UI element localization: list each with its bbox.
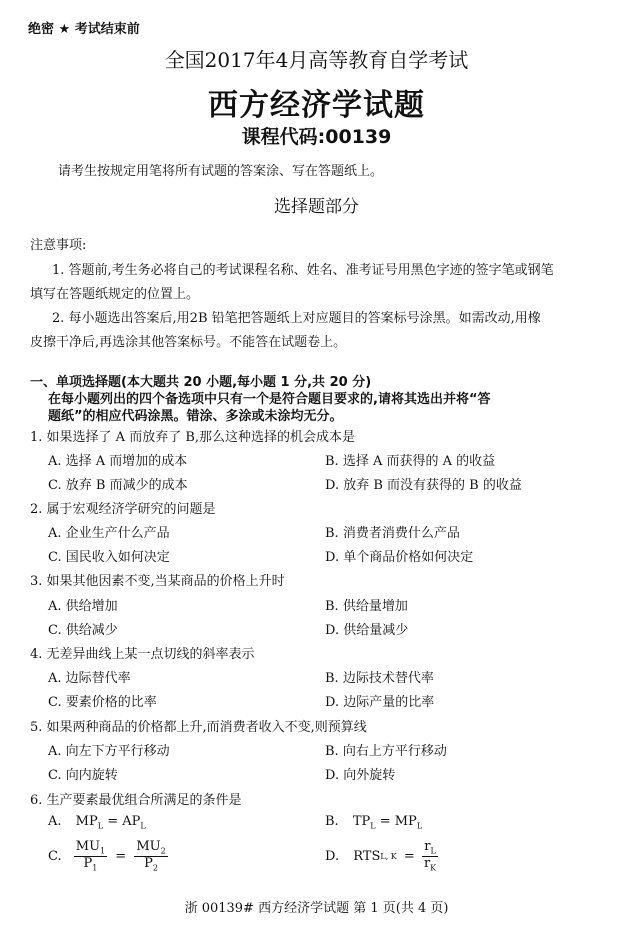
formula-subscript: L	[140, 821, 146, 831]
question-2-option-b: B. 消费者消费什么产品	[325, 526, 460, 541]
formula-term: AP	[122, 814, 141, 829]
question-6-option-c	[48, 840, 168, 873]
option-letter: D.	[325, 848, 340, 864]
formula-subscript: 1	[100, 846, 106, 856]
question-5-option-b: B. 向右上方平行移动	[325, 744, 447, 759]
formula-subscript: L, K	[380, 851, 397, 861]
question-6-option-b	[325, 814, 422, 831]
formula-term: MP	[394, 814, 417, 829]
formula-subscript: L	[370, 821, 376, 831]
page-footer: 浙 00139# 西方经济学试题 第 1 页(共 4 页)	[184, 901, 449, 916]
part-1-desc-line-1: 在每小题列出的四个备选项中只有一个是符合题目要求的,请将其选出并将“答	[48, 392, 491, 407]
paper-title: 西方经济学试题	[208, 88, 425, 123]
formula-term: MP	[75, 814, 98, 829]
formula-term: TP	[352, 814, 371, 829]
question-2-stem: 2. 属于宏观经济学研究的问题是	[30, 502, 216, 517]
denominator: r	[423, 855, 431, 871]
part-1-title: 一、单项选择题(本大题共 20 小题,每小题 1 分,共 20 分)	[30, 375, 372, 390]
numerator: MU	[136, 839, 161, 854]
question-6-option-a	[48, 814, 146, 831]
question-3-option-c: C. 供给减少	[48, 623, 118, 638]
question-1-stem: 1. 如果选择了 A 而放弃了 B,那么这种选择的机会成本是	[30, 430, 356, 445]
question-2-option-c: C. 国民收入如何决定	[48, 550, 170, 565]
formula-equals: =	[403, 848, 415, 864]
option-letter: A.	[48, 814, 62, 829]
question-4-option-a: A. 边际替代率	[48, 671, 131, 686]
formula-equals: =	[115, 848, 127, 864]
note-2-line-2: 皮擦干净后,再选涂其他答案标号。不能答在试题卷上。	[30, 335, 347, 350]
formula-equals: =	[107, 814, 119, 829]
notes-title: 注意事项:	[30, 238, 87, 253]
question-6-option-d	[325, 840, 438, 873]
question-1-option-c: C. 放弃 B 而减少的成本	[48, 478, 188, 493]
formula-subscript: 2	[152, 863, 158, 873]
numerator: r	[424, 839, 431, 854]
question-1-option-a: A. 选择 A 而增加的成本	[48, 454, 188, 469]
question-2-option-d: D. 单个商品价格如何决定	[325, 550, 474, 565]
note-1-line-2: 填写在答题纸规定的位置上。	[30, 287, 200, 302]
course-code: 课程代码:00139	[241, 126, 392, 148]
question-1-option-b: B. 选择 A 而获得的 A 的收益	[325, 454, 496, 469]
confidential-mark: 绝密 ★ 考试结束前	[28, 22, 140, 37]
formula-subscript: L	[430, 846, 436, 856]
formula-a	[76, 814, 146, 829]
formula-term: RTS	[353, 848, 381, 864]
option-letter: C.	[48, 848, 62, 864]
formula-b	[353, 814, 422, 829]
formula-subscript: K	[430, 863, 437, 873]
fraction-mu2-p2	[134, 840, 167, 873]
formula-subscript: L	[97, 821, 104, 831]
question-4-option-c: C. 要素价格的比率	[48, 695, 157, 710]
denominator: P	[83, 855, 93, 871]
question-5-option-a: A. 向左下方平行移动	[48, 744, 170, 759]
question-3-option-d: D. 供给量减少	[325, 623, 409, 638]
question-4-stem: 4. 无差异曲线上某一点切线的斜率表示	[30, 647, 255, 662]
denominator: P	[144, 855, 153, 871]
numerator: MU	[75, 839, 101, 854]
fraction-rl-rk	[422, 840, 438, 873]
note-2-line-1: 2. 每小题选出答案后,用2B 铅笔把答题纸上对应题目的答案标号涂黑。如需改动,用橡	[52, 311, 541, 326]
question-3-option-b: B. 供给量增加	[325, 599, 408, 614]
fraction-mu1-p1	[74, 840, 107, 873]
question-5-option-d: D. 向外旋转	[325, 768, 396, 783]
general-instruction: 请考生按规定用笔将所有试题的答案涂、写在答题纸上。	[58, 164, 384, 179]
question-5-option-c: C. 向内旋转	[48, 768, 118, 783]
formula-subscript: 1	[92, 863, 98, 873]
question-3-option-a: A. 供给增加	[48, 599, 118, 614]
formula-subscript: 2	[160, 846, 166, 856]
formula-subscript: L	[416, 821, 423, 831]
question-3-stem: 3. 如果其他因素不变,当某商品的价格上升时	[30, 574, 285, 589]
exam-title: 全国2017年4月高等教育自学考试	[164, 48, 469, 72]
question-4-option-b: B. 边际技术替代率	[325, 671, 434, 686]
question-1-option-d: D. 放弃 B 而没有获得的 B 的收益	[325, 478, 522, 493]
question-2-option-a: A. 企业生产什么产品	[48, 526, 170, 541]
question-4-option-d: D. 边际产量的比率	[325, 695, 435, 710]
note-1-line-1: 1. 答题前,考生务必将自己的考试课程名称、姓名、准考证号用黑色字迹的签字笔或钢笔	[52, 263, 554, 278]
formula-equals: =	[379, 814, 391, 829]
section-header: 选择题部分	[274, 197, 359, 217]
part-1-desc-line-2: 题纸”的相应代码涂黑。错涂、多涂或未涂均无分。	[48, 409, 343, 424]
option-letter: B.	[325, 814, 339, 829]
question-5-stem: 5. 如果两种商品的价格都上升,而消费者收入不变,则预算线	[30, 720, 367, 735]
question-6-stem: 6. 生产要素最优组合所满足的条件是	[30, 793, 242, 808]
